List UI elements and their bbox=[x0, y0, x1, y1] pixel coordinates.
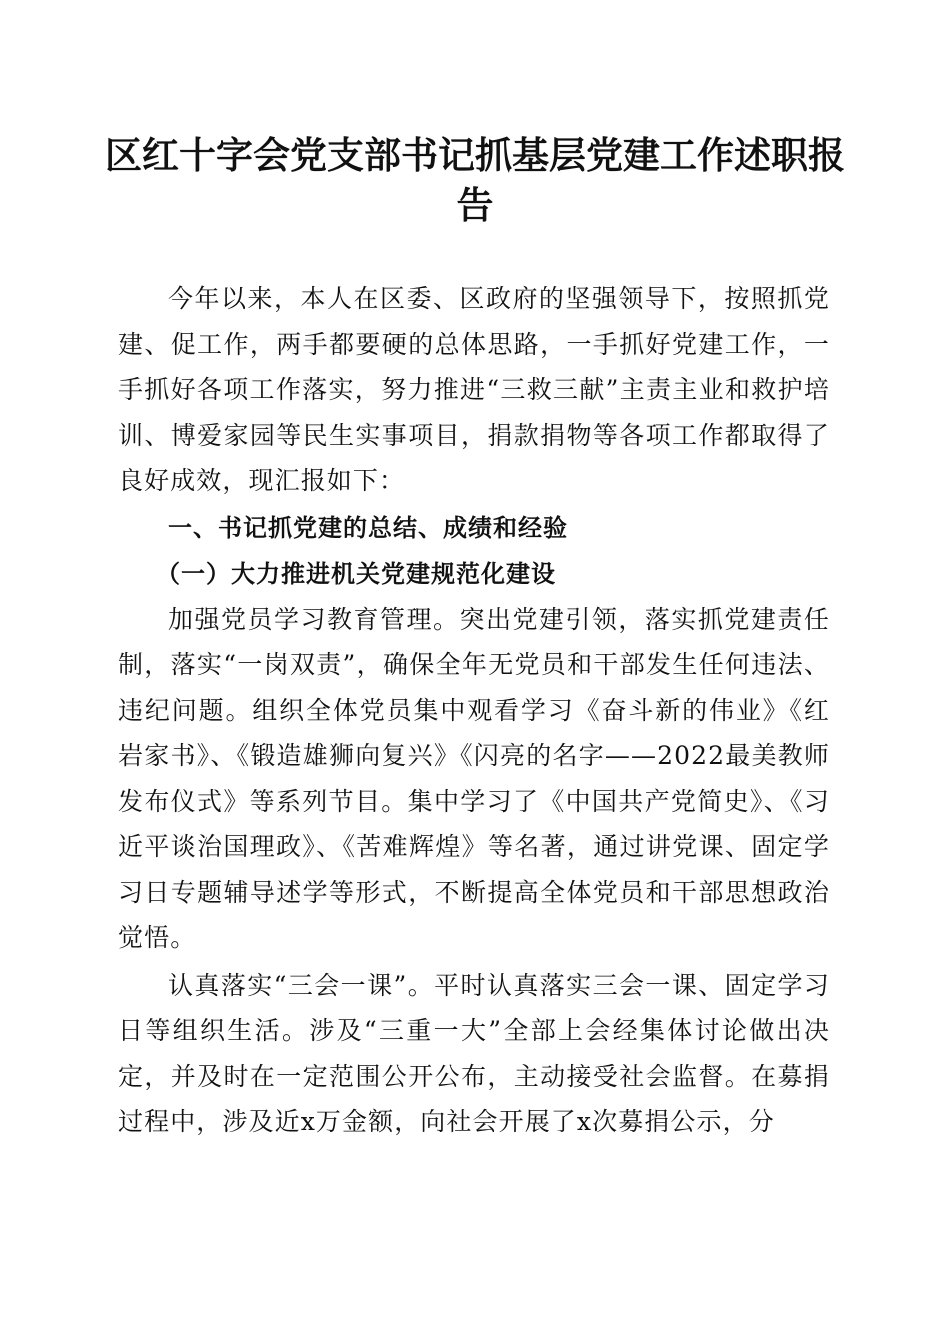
document-body bbox=[118, 276, 830, 1145]
body-paragraph-meetings: 认真落实“三会一课”。平时认真落实三会一课、固定学习日等组织生活。涉及“三重一大”全部上会经集体讨论做出决定，并及时在一定范围公开公布，主动接受社会监督。在募捐过程中，涉及近x万金额，向社会开展了x次募捐公示，分 bbox=[118, 970, 830, 1136]
document-title: 区红十字会党支部书记抓基层党建工作述职报告 bbox=[105, 133, 845, 227]
subsection-heading: （一）大力推进机关党建规范化建设 bbox=[156, 559, 556, 588]
body-paragraph-study: 加强党员学习教育管理。突出党建引领，落实抓党建责任制，落实“一岗双责”，确保全年无党员和干部发生任何违法、违纪问题。组织全体党员集中观看学习《奋斗新的伟业》《红岩家书》、《锻造雄狮向复兴》《闪亮的名字——2022最美教师发布仪式》等系列节目。集中学习了《中国共产党简史》、《习近平谈治国理政》、《苦难辉煌》等名著，通过讲党课、固定学习日专题辅导述学等形式，不断提高全体党员和干部思想政治觉悟。 bbox=[118, 604, 830, 952]
section-heading: 一、书记抓党建的总结、成绩和经验 bbox=[168, 513, 568, 542]
intro-paragraph: 今年以来，本人在区委、区政府的坚强领导下，按照抓党建、促工作，两手都要硬的总体思路，一手抓好党建工作，一手抓好各项工作落实，努力推进“三救三献”主责主业和救护培训、博爱家园等民生实事项目，捐款捐物等各项工作都取得了良好成效，现汇报如下： bbox=[118, 284, 830, 495]
